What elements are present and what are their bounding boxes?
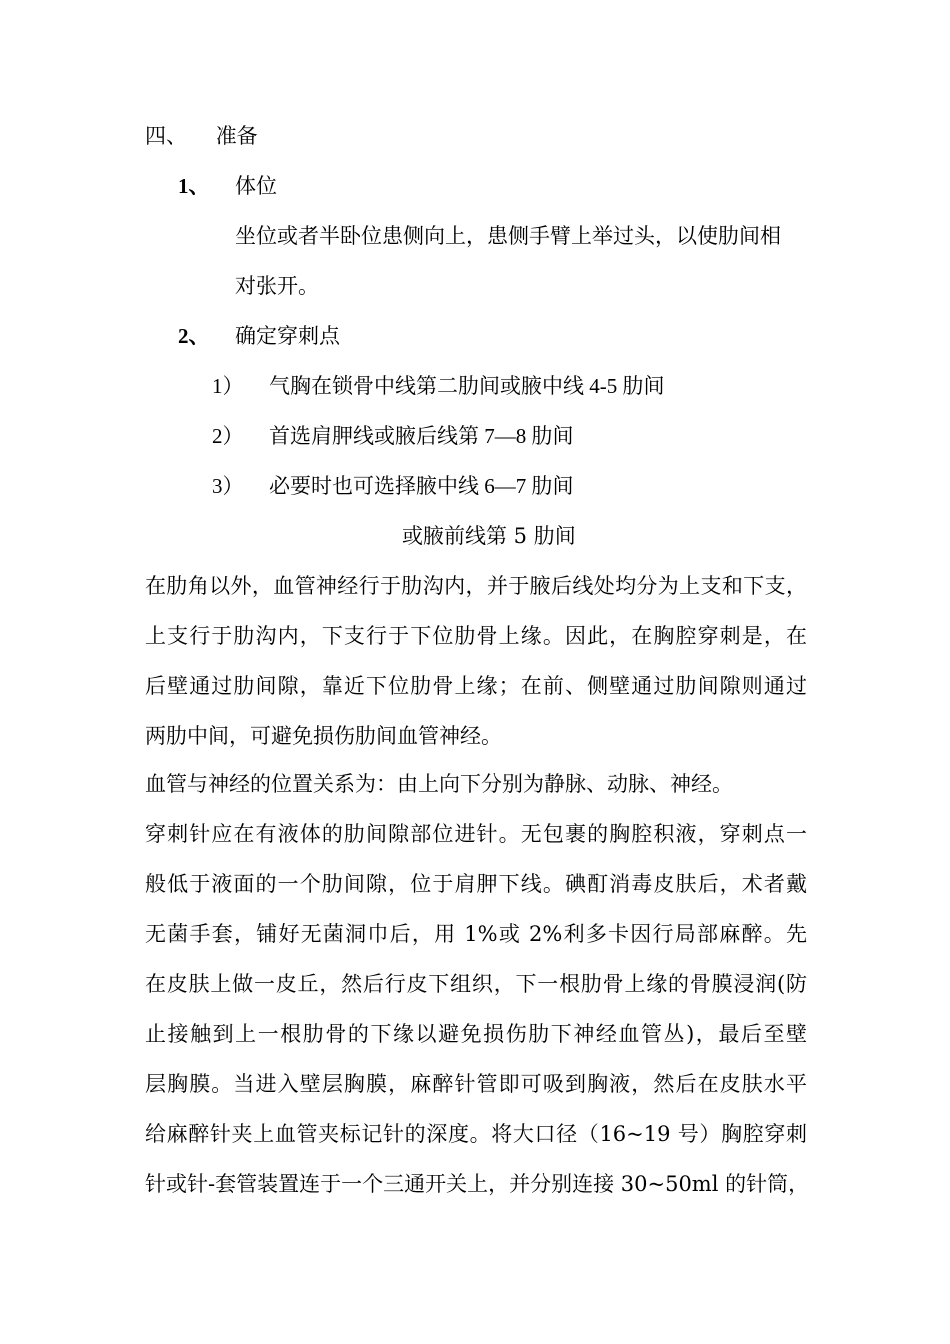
item-1-title: 体位 — [235, 174, 277, 198]
paragraph-1-line-2: 上支行于肋沟内，下支行于下位肋骨上缘。因此，在胸腔穿刺是，在 — [145, 624, 807, 648]
item-2-number: 2、 — [178, 324, 210, 348]
item-2-heading — [178, 322, 340, 350]
paragraph-3-line-8: 针或针-套管装置连于一个三通开关上，并分别连接 30~50ml 的针筒， — [145, 1172, 810, 1196]
subitem-1-number: 1） — [212, 374, 244, 398]
paragraph-1-line-3: 后壁通过肋间隙，靠近下位肋骨上缘；在前、侧壁通过肋间隙则通过 — [145, 674, 807, 698]
paragraph-3-line-5: 止接触到上一根肋骨的下缘以避免损伤肋下神经血管丛)，最后至壁 — [145, 1022, 807, 1046]
item-1-heading — [178, 172, 277, 200]
section-heading — [145, 122, 258, 150]
paragraph-3-line-6: 层胸膜。当进入壁层胸膜，麻醉针管即可吸到胸液，然后在皮肤水平 — [145, 1072, 807, 1096]
item-1-number: 1、 — [178, 174, 210, 198]
subitem-2-text: 首选肩胛线或腋后线第 7—8 肋间 — [269, 424, 574, 448]
paragraph-3-line-4: 在皮肤上做一皮丘，然后行皮下组织，下一根肋骨上缘的骨膜浸润(防 — [145, 972, 807, 996]
paragraph-3-line-3: 无菌手套，铺好无菌洞巾后，用 1%或 2%利多卡因行局部麻醉。先 — [145, 922, 807, 946]
paragraph-3-line-2: 般低于液面的一个肋间隙，位于肩胛下线。碘酊消毒皮肤后，术者戴 — [145, 872, 807, 896]
item-1-body-line-2: 对张开。 — [235, 274, 319, 298]
subitem-2-number: 2） — [212, 424, 244, 448]
paragraph-1-line-4: 两肋中间，可避免损伤肋间血管神经。 — [145, 724, 502, 748]
subitem-1-text: 气胸在锁骨中线第二肋间或腋中线 4-5 肋间 — [269, 374, 665, 398]
item-2-title: 确定穿刺点 — [235, 324, 340, 348]
item-1-body-line-1: 坐位或者半卧位患侧向上，患侧手臂上举过头，以使肋间相 — [235, 224, 781, 248]
subitem-2 — [212, 422, 574, 450]
subitem-continuation: 或腋前线第 5 肋间 — [402, 524, 576, 548]
paragraph-2-line-1: 血管与神经的位置关系为：由上向下分别为静脉、动脉、神经。 — [145, 772, 733, 796]
paragraph-1-line-1: 在肋角以外，血管神经行于肋沟内，并于腋后线处均分为上支和下支， — [145, 574, 807, 598]
subitem-3-text: 必要时也可选择腋中线 6—7 肋间 — [269, 474, 574, 498]
paragraph-3-line-7: 给麻醉针夹上血管夹标记针的深度。将大口径（16~19 号）胸腔穿刺 — [145, 1122, 807, 1146]
subitem-1 — [212, 372, 665, 400]
subitem-3 — [212, 472, 574, 500]
paragraph-3-line-1: 穿刺针应在有液体的肋间隙部位进针。无包裹的胸腔积液，穿刺点一 — [145, 822, 807, 846]
section-title: 准备 — [215, 124, 258, 148]
section-marker: 四、 — [145, 124, 187, 148]
subitem-3-number: 3） — [212, 474, 244, 498]
